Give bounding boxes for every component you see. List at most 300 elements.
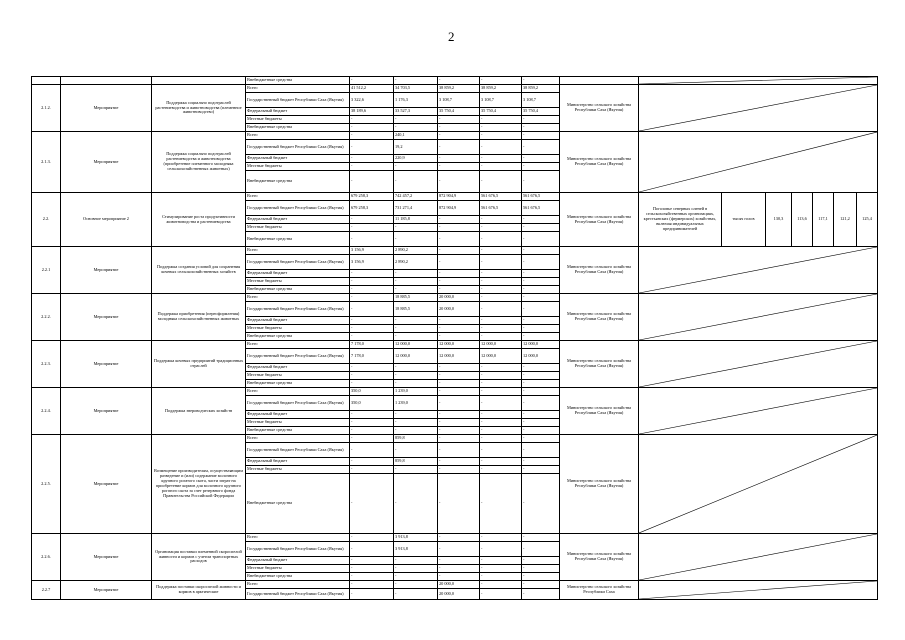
amount-cell: - xyxy=(438,534,480,542)
amount-cell: 3 322,6 xyxy=(350,93,394,108)
amount-cell: - xyxy=(350,443,394,458)
amount-cell: - xyxy=(394,333,438,341)
table-row xyxy=(32,247,878,255)
funding-source-cell: Внебюджетные средства xyxy=(246,286,350,294)
amount-cell: 38 189,6 xyxy=(350,108,394,116)
amount-cell: - xyxy=(522,573,560,581)
table-row xyxy=(32,193,878,201)
amount-cell: 20 000,0 xyxy=(438,581,480,589)
amount-cell: - xyxy=(480,77,522,85)
amount-cell: - xyxy=(438,333,480,341)
funding-source-cell: Федеральный бюджет xyxy=(246,364,350,372)
amount-cell: - xyxy=(394,286,438,294)
amount-cell: 7 178,0 xyxy=(350,341,394,349)
amount-cell: - xyxy=(522,443,560,458)
amount-cell: - xyxy=(350,581,394,589)
amount-cell: - xyxy=(522,278,560,286)
amount-cell: - xyxy=(522,216,560,224)
level-cell: Мероприятие xyxy=(61,534,152,581)
amount-cell: - xyxy=(350,458,394,466)
amount-cell: - xyxy=(438,419,480,427)
table-row xyxy=(32,294,878,302)
amount-cell: - xyxy=(438,542,480,557)
level-cell: Мероприятие xyxy=(61,85,152,132)
empty-indicator-cell xyxy=(639,85,878,132)
funding-source-cell: Всего xyxy=(246,193,350,201)
amount-cell: - xyxy=(522,116,560,124)
amount-cell: - xyxy=(350,77,394,85)
amount-cell: - xyxy=(394,557,438,565)
indicator-value-cell: 125,4 xyxy=(857,193,878,247)
amount-cell: - xyxy=(480,317,522,325)
amount-cell: - xyxy=(350,140,394,155)
amount-cell: - xyxy=(350,435,394,443)
amount-cell: - xyxy=(480,270,522,278)
amount-cell: - xyxy=(522,372,560,380)
funding-source-cell: Государственный бюджет Республики Саха (Якутия) xyxy=(246,302,350,317)
amount-cell: - xyxy=(480,573,522,581)
amount-cell: - xyxy=(480,216,522,224)
amount-cell: - xyxy=(438,372,480,380)
amount-cell: - xyxy=(438,124,480,132)
responsible-cell: Министерство сельского хозяйства Республики Саха (Якутия) xyxy=(560,132,639,193)
amount-cell: - xyxy=(350,372,394,380)
amount-cell: - xyxy=(480,140,522,155)
name-cell: Поддержка социально подотраслей растениеводства и животноводства (племенное животноводство) xyxy=(152,85,246,132)
amount-cell: - xyxy=(394,466,438,474)
amount-cell: - xyxy=(350,155,394,163)
amount-cell: 20 000,0 xyxy=(438,589,480,600)
funding-source-cell: Всего xyxy=(246,132,350,140)
amount-cell: - xyxy=(522,419,560,427)
name-cell: Поддержка создания условий для сохранения кочевых сельскохозяйственных хозяйств xyxy=(152,247,246,294)
funding-source-cell: Местные бюджеты xyxy=(246,565,350,573)
amount-cell: - xyxy=(438,140,480,155)
amount-cell: - xyxy=(522,317,560,325)
indicator-value-cell: 121,2 xyxy=(834,193,857,247)
amount-cell: - xyxy=(394,581,438,589)
funding-source-cell: Федеральный бюджет xyxy=(246,557,350,565)
name-cell: Организация поставки племенной скороспелой живности и кормов с учетом транспортных расходов xyxy=(152,534,246,581)
amount-cell: - xyxy=(480,232,522,247)
amount-cell: - xyxy=(350,171,394,193)
amount-cell: - xyxy=(438,255,480,270)
amount-cell: - xyxy=(522,466,560,474)
responsible-cell: Министерство сельского хозяйства Республики Саха (Якутия) xyxy=(560,294,639,341)
funding-source-cell: Государственный бюджет Республики Саха (Якутия) xyxy=(246,201,350,216)
amount-cell: - xyxy=(350,427,394,435)
amount-cell: - xyxy=(350,325,394,333)
amount-cell: - xyxy=(522,534,560,542)
amount-cell: - xyxy=(438,396,480,411)
amount-cell: - xyxy=(438,364,480,372)
name-cell: Поддержка кочевых предприятий традиционных отраслей xyxy=(152,341,246,388)
funding-source-cell: Федеральный бюджет xyxy=(246,458,350,466)
amount-cell: - xyxy=(522,302,560,317)
amount-cell: - xyxy=(350,565,394,573)
amount-cell: 41 512,2 xyxy=(350,85,394,93)
amount-cell: - xyxy=(480,380,522,388)
amount-cell: - xyxy=(522,155,560,163)
funding-source-cell: Местные бюджеты xyxy=(246,372,350,380)
table-row xyxy=(32,435,878,443)
amount-cell: - xyxy=(350,542,394,557)
amount-cell: 34 703,5 xyxy=(394,85,438,93)
empty-indicator-cell xyxy=(639,294,878,341)
table-row xyxy=(32,341,878,349)
responsible-cell xyxy=(560,77,639,85)
amount-cell: - xyxy=(438,247,480,255)
amount-cell: - xyxy=(350,466,394,474)
amount-cell: - xyxy=(350,573,394,581)
amount-cell: - xyxy=(394,380,438,388)
amount-cell: 350,0 xyxy=(350,388,394,396)
amount-cell: - xyxy=(480,589,522,600)
amount-cell: - xyxy=(522,333,560,341)
amount-cell: 35 750,4 xyxy=(438,108,480,116)
amount-cell: - xyxy=(438,270,480,278)
funding-source-cell: Государственный бюджет Республики Саха (Якутия) xyxy=(246,396,350,411)
amount-cell: - xyxy=(522,557,560,565)
funding-source-cell: Местные бюджеты xyxy=(246,466,350,474)
amount-cell: 20 000,0 xyxy=(438,302,480,317)
amount-cell: - xyxy=(394,419,438,427)
row-number-cell: 2.2.7 xyxy=(32,581,61,600)
amount-cell: - xyxy=(522,581,560,589)
funding-source-cell: Внебюджетные средства xyxy=(246,380,350,388)
funding-source-cell: Государственный бюджет Республики Саха (Якутия) xyxy=(246,93,350,108)
row-number-cell: 2.1.3. xyxy=(32,132,61,193)
row-number-cell: 2.2.4. xyxy=(32,388,61,435)
amount-cell: - xyxy=(394,474,438,534)
amount-cell: - xyxy=(394,427,438,435)
amount-cell: 12 000,0 xyxy=(522,341,560,349)
row-number-cell: 2.2. xyxy=(32,193,61,247)
amount-cell: - xyxy=(438,77,480,85)
amount-cell: - xyxy=(522,427,560,435)
amount-cell: - xyxy=(350,333,394,341)
funding-source-cell: Местные бюджеты xyxy=(246,325,350,333)
amount-cell: - xyxy=(438,224,480,232)
amount-cell: - xyxy=(522,458,560,466)
table-row xyxy=(32,85,878,93)
amount-cell: - xyxy=(350,419,394,427)
amount-cell: - xyxy=(438,380,480,388)
amount-cell: - xyxy=(350,163,394,171)
amount-cell: - xyxy=(350,124,394,132)
amount-cell: - xyxy=(438,278,480,286)
unit-cell: тысяч голов xyxy=(722,193,766,247)
amount-cell: - xyxy=(522,247,560,255)
amount-cell: - xyxy=(438,132,480,140)
amount-cell: - xyxy=(394,116,438,124)
amount-cell: - xyxy=(522,124,560,132)
amount-cell: - xyxy=(438,466,480,474)
amount-cell: - xyxy=(522,474,560,534)
amount-cell: - xyxy=(480,124,522,132)
amount-cell: - xyxy=(394,278,438,286)
funding-source-cell: Всего xyxy=(246,435,350,443)
amount-cell: - xyxy=(522,286,560,294)
funding-source-cell: Федеральный бюджет xyxy=(246,216,350,224)
amount-cell: - xyxy=(480,294,522,302)
amount-cell: - xyxy=(480,534,522,542)
amount-cell: 12 000,0 xyxy=(522,349,560,364)
funding-source-cell: Внебюджетные средства xyxy=(246,77,350,85)
amount-cell: - xyxy=(480,255,522,270)
funding-source-cell: Государственный бюджет Республики Саха (Якутия) xyxy=(246,255,350,270)
amount-cell: - xyxy=(438,317,480,325)
responsible-cell: Министерство сельского хозяйства Республики Саха (Якутия) xyxy=(560,388,639,435)
level-cell: Мероприятие xyxy=(61,132,152,193)
amount-cell: - xyxy=(350,132,394,140)
amount-cell: 38 859,2 xyxy=(438,85,480,93)
amount-cell: - xyxy=(480,333,522,341)
row-number-cell: 2.2.5. xyxy=(32,435,61,534)
amount-cell: - xyxy=(438,443,480,458)
amount-cell: - xyxy=(350,278,394,286)
amount-cell: 18 885,5 xyxy=(394,302,438,317)
amount-cell: 12 000,0 xyxy=(480,349,522,364)
level-cell: Мероприятие xyxy=(61,341,152,388)
amount-cell: 1 176,3 xyxy=(394,93,438,108)
amount-cell: - xyxy=(522,411,560,419)
amount-cell: - xyxy=(438,573,480,581)
row-number-cell: 2.2.6. xyxy=(32,534,61,581)
funding-source-cell: Федеральный бюджет xyxy=(246,411,350,419)
name-cell xyxy=(152,77,246,85)
amount-cell: - xyxy=(438,427,480,435)
amount-cell: - xyxy=(480,396,522,411)
funding-source-cell: Всего xyxy=(246,388,350,396)
amount-cell: 33 527,3 xyxy=(394,108,438,116)
funding-source-cell: Внебюджетные средства xyxy=(246,232,350,247)
amount-cell: - xyxy=(438,216,480,224)
empty-indicator-cell xyxy=(639,77,878,85)
amount-cell: 859,8 xyxy=(394,458,438,466)
name-cell: Поддержка поставки скороспелой живности и кормов в арктические xyxy=(152,581,246,600)
empty-indicator-cell xyxy=(639,247,878,294)
amount-cell: - xyxy=(438,435,480,443)
amount-cell: - xyxy=(480,581,522,589)
row-number-cell: 2.2.1 xyxy=(32,247,61,294)
amount-cell: 859,8 xyxy=(394,435,438,443)
amount-cell: - xyxy=(480,435,522,443)
amount-cell: - xyxy=(394,124,438,132)
funding-source-cell: Внебюджетные средства xyxy=(246,427,350,435)
table-row xyxy=(32,77,878,85)
indicator-value-cell: 130,3 xyxy=(766,193,792,247)
amount-cell: - xyxy=(350,302,394,317)
amount-cell: 3 156,9 xyxy=(350,247,394,255)
table-row xyxy=(32,388,878,396)
amount-cell: - xyxy=(480,443,522,458)
amount-cell: - xyxy=(394,364,438,372)
amount-cell: 19,2 xyxy=(394,140,438,155)
amount-cell: - xyxy=(438,155,480,163)
amount-cell: - xyxy=(350,364,394,372)
amount-cell: 872 904,9 xyxy=(438,193,480,201)
level-cell: Мероприятие xyxy=(61,388,152,435)
amount-cell: 3 108,7 xyxy=(438,93,480,108)
amount-cell: - xyxy=(480,171,522,193)
name-cell: Поддержка приобретения (переоформления) молодняка сельскохозяйственных животных xyxy=(152,294,246,341)
amount-cell: 2 890,2 xyxy=(394,247,438,255)
page-number: 2 xyxy=(448,29,455,44)
amount-cell: - xyxy=(394,411,438,419)
amount-cell: - xyxy=(522,171,560,193)
amount-cell: 2 890,2 xyxy=(394,255,438,270)
amount-cell: - xyxy=(438,163,480,171)
funding-source-cell: Местные бюджеты xyxy=(246,419,350,427)
amount-cell: - xyxy=(522,232,560,247)
amount-cell: - xyxy=(438,565,480,573)
amount-cell: - xyxy=(394,163,438,171)
responsible-cell: Министерство сельского хозяйства Республики Саха (Якутия) xyxy=(560,341,639,388)
name-cell: Поддержка звероводческих хозяйств xyxy=(152,388,246,435)
amount-cell: - xyxy=(480,542,522,557)
indicator-value-cell: 113,6 xyxy=(792,193,813,247)
funding-source-cell: Местные бюджеты xyxy=(246,278,350,286)
amount-cell: 220,9 xyxy=(394,155,438,163)
funding-source-cell: Государственный бюджет Республики Саха (Якутия) xyxy=(246,589,350,600)
amount-cell: 11 185,8 xyxy=(394,216,438,224)
amount-cell: - xyxy=(480,372,522,380)
amount-cell: - xyxy=(394,325,438,333)
amount-cell: - xyxy=(394,232,438,247)
amount-cell: - xyxy=(480,247,522,255)
amount-cell: 35 750,4 xyxy=(480,108,522,116)
amount-cell: - xyxy=(394,372,438,380)
amount-cell: - xyxy=(522,396,560,411)
amount-cell: 38 859,2 xyxy=(522,85,560,93)
amount-cell: - xyxy=(394,443,438,458)
funding-source-cell: Федеральный бюджет xyxy=(246,317,350,325)
funding-source-cell: Федеральный бюджет xyxy=(246,155,350,163)
amount-cell: - xyxy=(480,302,522,317)
amount-cell: - xyxy=(480,325,522,333)
amount-cell: 240,1 xyxy=(394,132,438,140)
funding-source-cell: Государственный бюджет Республики Саха (Якутия) xyxy=(246,542,350,557)
amount-cell: 7 178,0 xyxy=(350,349,394,364)
amount-cell: 731 271,4 xyxy=(394,201,438,216)
amount-cell: - xyxy=(522,132,560,140)
funding-source-cell: Местные бюджеты xyxy=(246,163,350,171)
amount-cell: - xyxy=(522,294,560,302)
amount-cell: - xyxy=(480,116,522,124)
amount-cell: - xyxy=(438,325,480,333)
amount-cell: - xyxy=(350,270,394,278)
funding-source-cell: Всего xyxy=(246,247,350,255)
name-cell: Стимулирование роста продуктивности животноводства и растениеводства xyxy=(152,193,246,247)
amount-cell: - xyxy=(522,435,560,443)
amount-cell: - xyxy=(438,232,480,247)
funding-source-cell: Государственный бюджет Республики Саха (Якутия) xyxy=(246,443,350,458)
amount-cell: 561 676,5 xyxy=(480,193,522,201)
row-number-cell: 2.2.3. xyxy=(32,341,61,388)
amount-cell: 742 457,2 xyxy=(394,193,438,201)
amount-cell: - xyxy=(438,411,480,419)
amount-cell: - xyxy=(438,474,480,534)
amount-cell: 561 676,5 xyxy=(480,201,522,216)
amount-cell: - xyxy=(480,458,522,466)
amount-cell: 872 904,9 xyxy=(438,201,480,216)
empty-indicator-cell xyxy=(639,132,878,193)
level-cell: Мероприятие xyxy=(61,294,152,341)
amount-cell: - xyxy=(522,77,560,85)
amount-cell: - xyxy=(480,419,522,427)
amount-cell: - xyxy=(438,171,480,193)
amount-cell: - xyxy=(394,589,438,600)
amount-cell: 679 258,3 xyxy=(350,201,394,216)
amount-cell: - xyxy=(394,565,438,573)
amount-cell: 3 108,7 xyxy=(480,93,522,108)
responsible-cell: Министерство сельского хозяйства Республики Саха (Якутия) xyxy=(560,193,639,247)
amount-cell: - xyxy=(350,557,394,565)
name-cell: Поддержка социально подотраслей растениеводства и животноводства (приобретение племенного молодняка сельскохозяйственных животных) xyxy=(152,132,246,193)
level-cell: Мероприятие xyxy=(61,247,152,294)
amount-cell: - xyxy=(394,317,438,325)
amount-cell: 12 000,0 xyxy=(394,341,438,349)
amount-cell: - xyxy=(480,557,522,565)
level-cell: Основное мероприятие 2 xyxy=(61,193,152,247)
row-number-cell xyxy=(32,77,61,85)
amount-cell: - xyxy=(522,224,560,232)
indicator-cell: Поголовье северных оленей в сельскохозяйственных организациях, крестьянских (фермерских) хозяйствах, включая индивидуальных предпринимателей xyxy=(639,193,722,247)
amount-cell: - xyxy=(438,116,480,124)
empty-indicator-cell xyxy=(639,581,878,600)
amount-cell: - xyxy=(394,224,438,232)
row-number-cell: 2.2.2. xyxy=(32,294,61,341)
funding-source-cell: Государственный бюджет Республики Саха (Якутия) xyxy=(246,349,350,364)
empty-indicator-cell xyxy=(639,388,878,435)
amount-cell: 3 108,7 xyxy=(522,93,560,108)
funding-source-cell: Внебюджетные средства xyxy=(246,333,350,341)
amount-cell: - xyxy=(480,411,522,419)
responsible-cell: Министерство сельского хозяйства Республики Саха (Якутия) xyxy=(560,435,639,534)
amount-cell: - xyxy=(350,232,394,247)
amount-cell: 12 000,0 xyxy=(394,349,438,364)
amount-cell: 561 676,5 xyxy=(522,201,560,216)
amount-cell: - xyxy=(522,255,560,270)
amount-cell: 3 913,8 xyxy=(394,534,438,542)
amount-cell: - xyxy=(480,364,522,372)
amount-cell: 12 000,0 xyxy=(438,341,480,349)
amount-cell: - xyxy=(350,286,394,294)
funding-source-cell: Местные бюджеты xyxy=(246,224,350,232)
level-cell: Мероприятие xyxy=(61,435,152,534)
name-cell: Возмещение производителям, осуществляющим разведение и (или) содержание молочного крупного рогатого скота, части затрат на приобретение кормов для молочного крупного рогатого скота за счет резервного фонда Правительства Российской Федерации xyxy=(152,435,246,534)
amount-cell: - xyxy=(480,466,522,474)
amount-cell: - xyxy=(480,163,522,171)
funding-source-cell: Всего xyxy=(246,341,350,349)
table-row xyxy=(32,534,878,542)
funding-source-cell: Всего xyxy=(246,85,350,93)
amount-cell: 12 000,0 xyxy=(480,341,522,349)
amount-cell: - xyxy=(350,589,394,600)
amount-cell: - xyxy=(350,224,394,232)
funding-source-cell: Всего xyxy=(246,534,350,542)
amount-cell: - xyxy=(480,224,522,232)
amount-cell: - xyxy=(522,565,560,573)
amount-cell: - xyxy=(522,380,560,388)
amount-cell: 679 258,3 xyxy=(350,193,394,201)
responsible-cell: Министерство сельского хозяйства Республики Саха xyxy=(560,581,639,600)
amount-cell: - xyxy=(350,380,394,388)
row-number-cell: 2.1.2. xyxy=(32,85,61,132)
amount-cell: - xyxy=(480,565,522,573)
indicator-value-cell: 117,1 xyxy=(813,193,834,247)
